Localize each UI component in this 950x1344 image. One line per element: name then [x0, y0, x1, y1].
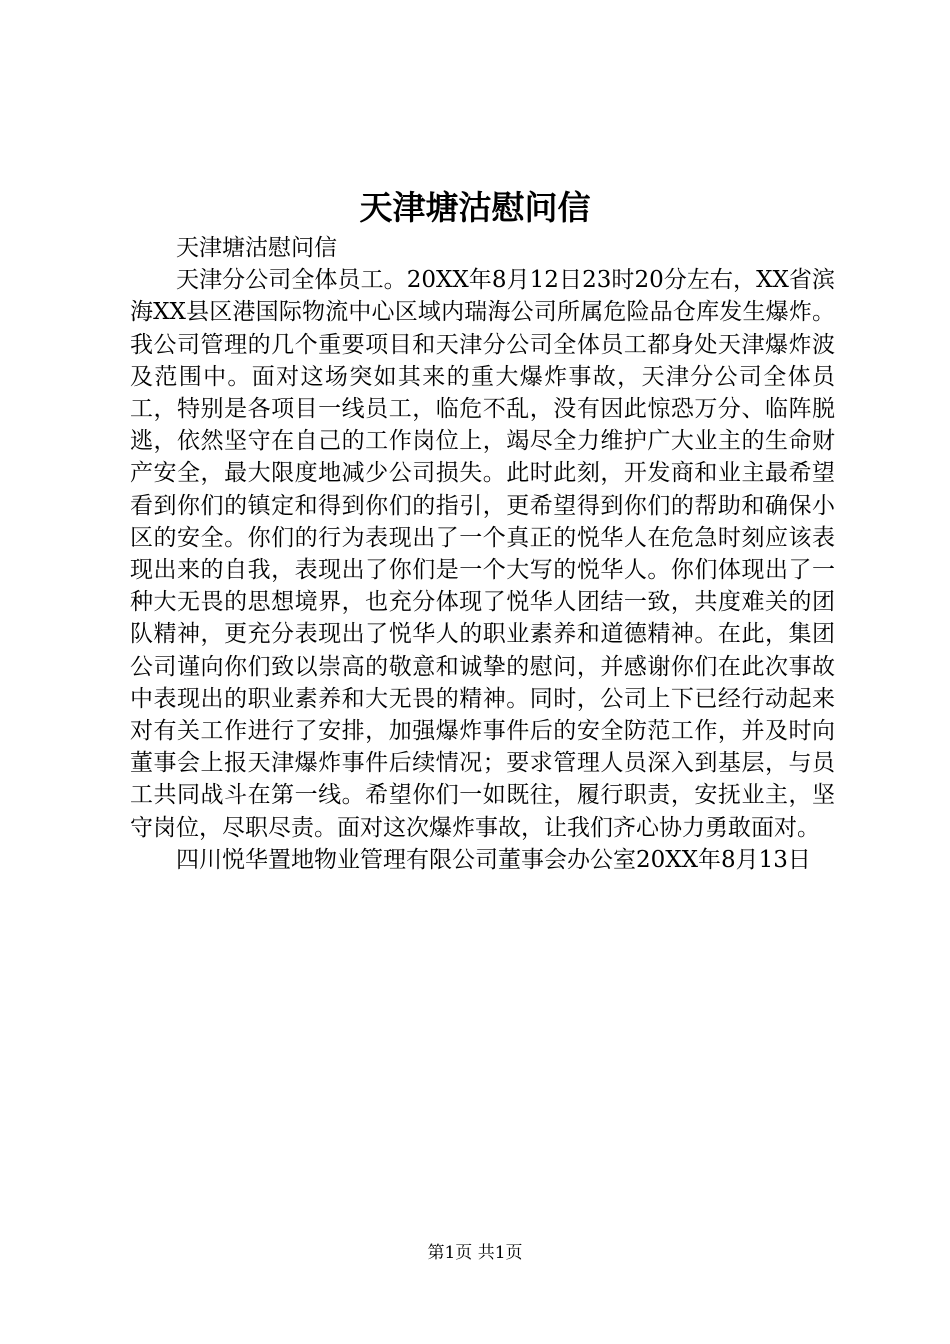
body-paragraph-signature: 四川悦华置地物业管理有限公司董事会办公室20XX年8月13日	[176, 846, 811, 873]
body-paragraph-main: 天津分公司全体员工。20XX年8月12日23时20分左右，XX省滨海XX县区港国际物流中心区域内瑞海公司所属危险品仓库发生爆炸。我公司管理的几个重要项目和天津分公司全体员工都身处天津爆炸波及范围中。面对这场突如其来的重大爆炸事故，天津分公司全体员工，特别是各项目一线员工，临危不乱，没有因此惊恐万分、临阵脱逃，依然坚守在自己的工作岗位上，竭尽全力维护广大业主的生命财产安全，最大限度地减少公司损失。此时此刻，开发商和业主最希望看到你们的镇定和得到你们的指引，更希望得到你们的帮助和确保小区的安全。你们的行为表现出了一个真正的悦华人在危急时刻应该表现出来的自我，表现出了你们是一个大写的悦华人。你们体现出了一种大无畏的思想境界，也充分体现了悦华人团结一致，共度难关的团队精神，更充分表现出了悦华人的职业素养和道德精神。在此，集团公司谨向你们致以崇高的敬意和诚挚的慰问，并感谢你们在此次事故中表现出的职业素养和大无畏的精神。同时，公司上下已经行动起来对有关工作进行了安排，加强爆炸事件后的安全防范工作，并及时向董事会上报天津爆炸事件后续情况；要求管理人员深入到基层，与员工共同战斗在第一线。希望你们一如既往，履行职责，安抚业主，坚守岗位，尽职尽责。面对这次爆炸事故，让我们齐心协力勇敢面对。	[130, 267, 835, 841]
document-title: 天津塘沽慰问信	[359, 188, 591, 227]
body-paragraph-subtitle: 天津塘沽慰问信	[176, 235, 337, 261]
page-number-footer: 第1页 共1页	[427, 1243, 523, 1263]
document-body	[130, 232, 835, 876]
